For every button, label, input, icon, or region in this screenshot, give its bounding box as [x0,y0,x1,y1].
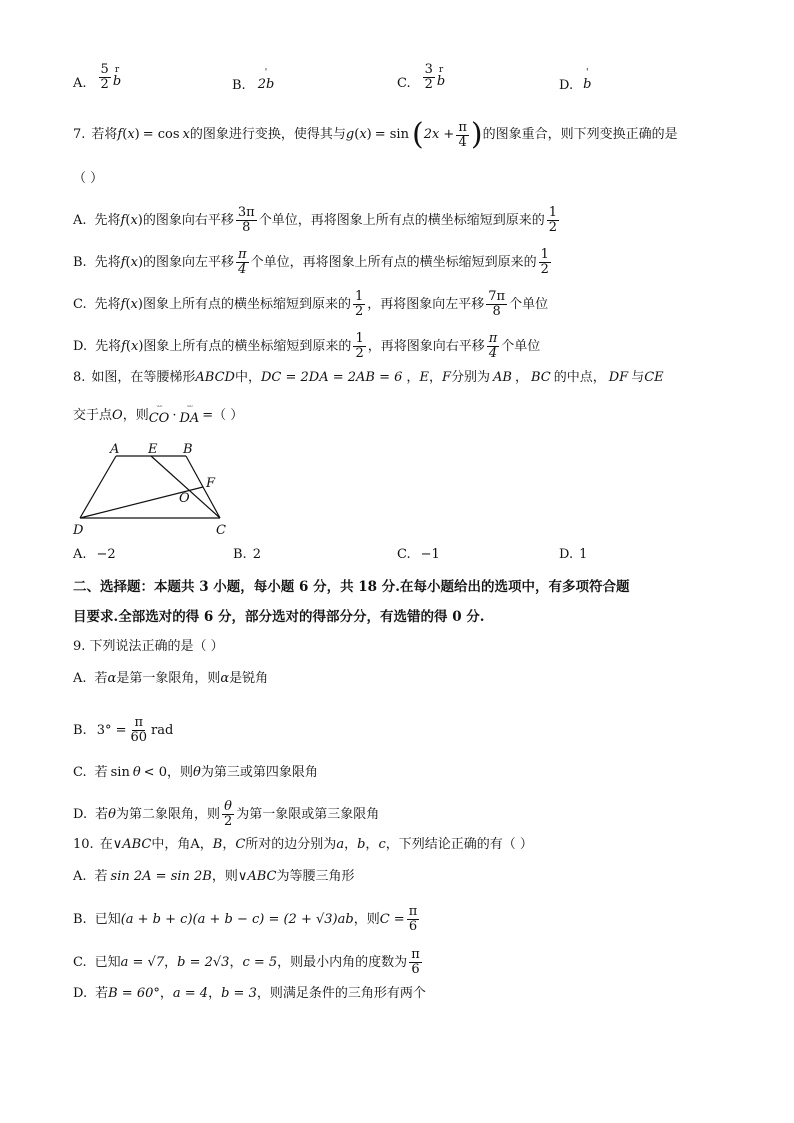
q7-option-c: C. 先将 f ( x ) 图象上所有点的横坐标缩短到原来的 $\frac{1}{2}$ ，再将图象向左平移 $\frac{7\pi}{8}$ 个单位 [73,289,549,319]
option-label: D. [559,78,574,93]
label-d: D [73,523,84,538]
q10-option-c: C. 已知 a = √7 ， b = 2√3 ， c = 5 ，则最小内角的度数为 $\frac{\pi}{6}$ [73,947,420,977]
q6-option-c: C. $\frac{3}{2}$ r b [397,62,446,92]
segment-ad [80,456,116,518]
label-b: B [183,442,193,457]
label-a: A [110,442,120,457]
option-label: C. [397,76,411,91]
q8-option-c: C. −1 [397,547,440,562]
q9-option-b: B. 3° = $\frac{\pi}{60}$ rad [73,715,174,745]
q9-option-d: D. 若 θ 为第二象限角，则 $\frac{\theta}{2}$ 为第一象限或第三象限角 [73,799,380,829]
q9-option-a: A. 若 α 是第一象限角，则 α 是锐角 [73,671,269,686]
vector-co: ᵕᵕᵕ CO [148,403,170,426]
option-label: A. [73,76,87,91]
q7-option-a: A. 先将 f ( x ) 的图象向右平移 $\frac{3\pi}{8}$ 个单位，再将图象上所有点的横坐标缩短到原来的 $\frac{1}{2}$ [73,205,557,235]
q10-option-a: A. 若 sin 2A = sin 2B ，则∨ ABC 为等腰三角形 [73,869,355,884]
label-f: F [206,476,216,491]
q6-option-d: D. ' b [559,68,592,93]
q10-stem: 10. 在∨ ABC 中，角 A ， B ， C 所对的边分别为 a ， b ， c ，下列结论正确的有（ ） [73,837,533,852]
q9-stem: 9. 下列说法正确的是（ ） [73,639,224,654]
q8-option-b: B. 2 [233,547,261,562]
fraction: $\frac{3}{2}$ [424,62,433,92]
q8-stem-line2: 交于点 O ，则 ᵕᵕᵕ CO · ᵕᵕᵕ DA =（ ） [73,403,244,426]
q7-option-b: B. 先将 f ( x ) 的图象向左平移 $\frac{\pi}{4}$ 个单位，再将图象上所有点的横坐标缩短到原来的 $\frac{1}{2}$ [73,247,549,277]
option-label: B. [232,78,246,93]
q8-option-a: A. −2 [73,547,116,562]
vector-da: ᵕᵕᵕ DA [179,403,200,426]
section-heading-line2: 目要求.全部选对的得 6 分，部分选对的得部分分，有选错的得 0 分. [73,609,485,625]
q10-option-b: B. 已知 (a + b + c)(a + b − c) = (2 + √3)ab ，则 C = $\frac{\pi}{6}$ [73,904,418,934]
q7-stem: 7. 若将 f ( x ) = cos x 的图象进行变换，使得其与 g ( x ) = sin ( 2x + $\frac{\pi}{4}$ ) 的图象重合，则下列变换正确的是 [73,117,678,152]
q7-blank: （ ） [73,171,104,186]
q8-stem: 8. 如图，在等腰梯形 ABCD 中， DC = 2DA = 2AB = 6 ， E ， F 分别为 AB ， BC 的中点， DF 与 CE [73,370,664,385]
q6-option-b: B. ' 2b [232,68,275,93]
label-c: C [216,523,226,538]
label-o: O [179,491,190,506]
q9-option-c: C. 若 sin θ < 0 ，则 θ 为第三或第四象限角 [73,765,318,780]
q8-option-d: D. 1 [559,547,588,562]
trapezoid-figure [70,440,240,540]
section-heading: 二、选择题：本题共 3 小题，每小题 6 分，共 18 分.在每小题给出的选项中，有多项符合题 [73,579,630,595]
label-e: E [148,442,158,457]
q10-option-d: D. 若 B = 60° ， a = 4 ， b = 3 ，则满足条件的三角形有两个 [73,986,426,1001]
q7-option-d: D. 先将 f ( x ) 图象上所有点的横坐标缩短到原来的 $\frac{1}{2}$ ，再将图象向右平移 $\frac{\pi}{4}$ 个单位 [73,331,541,361]
fraction: $\frac{5}{2}$ [100,62,109,92]
q6-option-a: A. $\frac{5}{2}$ r b [73,62,122,92]
